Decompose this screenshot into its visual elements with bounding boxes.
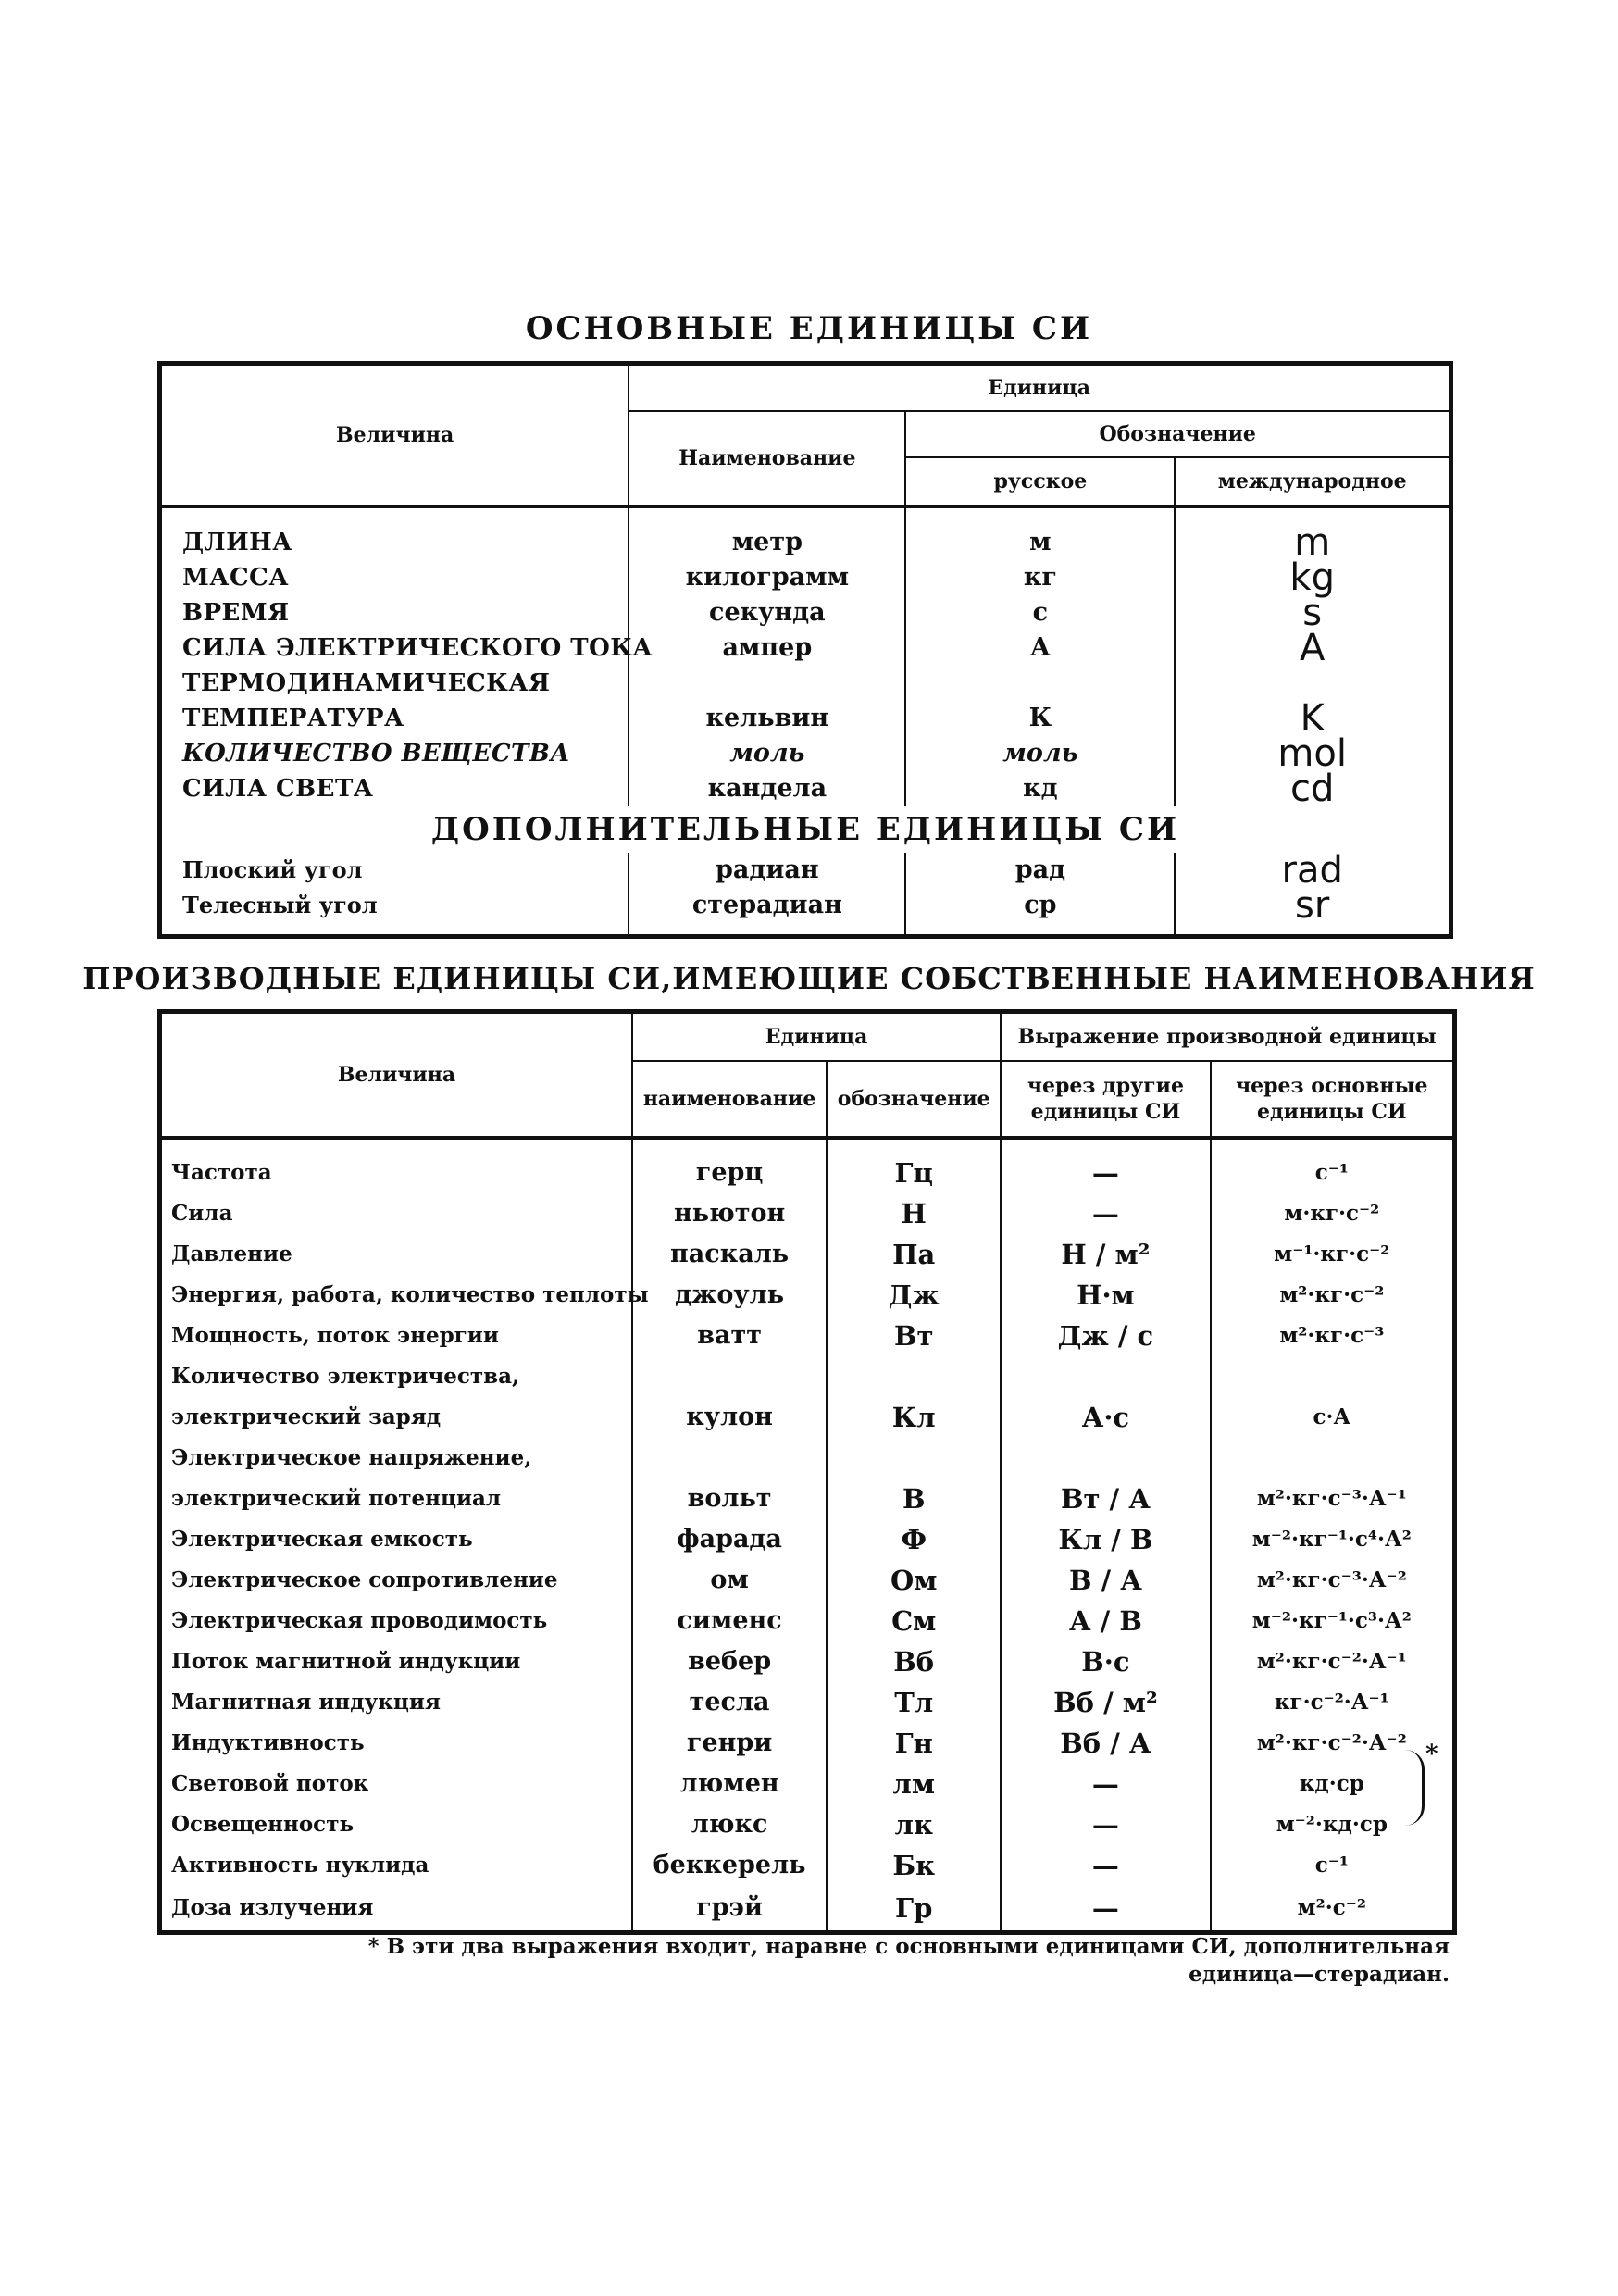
table-row (160, 736, 1451, 771)
table-row (160, 1601, 1455, 1641)
unit-name-cell: радиан (629, 853, 905, 888)
derived-units-title: ПРОИЗВОДНЫЕ ЕДИНИЦЫ СИ,ИМЕЮЩИЕ СОБСТВЕННЫЕ НАИМЕНОВАНИЯ (82, 961, 1536, 996)
unit-name-cell: стерадиан (629, 888, 905, 937)
via-base-cell: м²·кг·с⁻³·А⁻¹ (1211, 1479, 1455, 1519)
via-base-cell: кг·с⁻²·А⁻¹ (1211, 1682, 1455, 1723)
via-other-cell: — (1001, 1153, 1210, 1193)
international-symbol-cell: K (1175, 701, 1450, 736)
via-other-cell (1001, 1356, 1210, 1397)
international-symbol-cell: s (1175, 595, 1450, 630)
via-other-cell: В·с (1001, 1641, 1210, 1682)
via-other-cell: Н / м² (1001, 1234, 1210, 1275)
unit-name-cell (632, 1356, 827, 1397)
via-base-cell: с⁻¹ (1211, 1153, 1455, 1193)
table-row (160, 1193, 1455, 1234)
unit-symbol-cell: Дж (827, 1275, 1001, 1316)
quantity-cell: Частота (171, 1160, 272, 1185)
unit-symbol-cell (827, 1356, 1001, 1397)
via-base-cell: м²·кг·с⁻² (1211, 1275, 1455, 1316)
unit-name-cell: секунда (629, 595, 905, 630)
unit-name-cell: вольт (632, 1479, 827, 1519)
table-row (160, 771, 1451, 806)
via-other-cell: — (1001, 1845, 1210, 1886)
international-symbol-cell: sr (1175, 888, 1450, 937)
via-base-cell: м·кг·с⁻² (1211, 1193, 1455, 1234)
via-base-cell (1211, 1356, 1455, 1397)
via-base-cell: м²·кг·с⁻³·А⁻² (1211, 1560, 1455, 1601)
header-russian: русское (905, 457, 1175, 506)
table-row (160, 1438, 1455, 1479)
international-symbol-cell (1175, 666, 1450, 701)
quantity-cell: Световой поток (171, 1771, 369, 1796)
unit-name-cell: генри (632, 1723, 827, 1764)
via-base-cell: м⁻²·кг⁻¹·с⁴·А² (1211, 1519, 1455, 1560)
table-row (160, 701, 1451, 736)
quantity-cell: Электрическое сопротивление (171, 1567, 558, 1592)
table-row (160, 853, 1451, 888)
header-unit: Единица (629, 364, 1450, 412)
unit-name-cell: ватт (632, 1316, 827, 1356)
footnote: * В эти два выражения входит, наравне с основными единицами СИ, дополнительная единица—стерадиан. (367, 1934, 1450, 1987)
unit-name-cell: метр (629, 525, 905, 560)
unit-name-cell: кельвин (629, 701, 905, 736)
via-other-cell: — (1001, 1886, 1210, 1933)
via-other-cell: Вт / А (1001, 1479, 1210, 1519)
table-row (160, 1560, 1455, 1601)
quantity-cell: СИЛА ЭЛЕКТРИЧЕСКОГО ТОКА (182, 634, 653, 662)
unit-name-cell: сименс (632, 1601, 827, 1641)
quantity-cell: Количество электричества, (171, 1364, 520, 1389)
unit-name-cell: люмен (632, 1764, 827, 1804)
unit-symbol-cell: Ом (827, 1560, 1001, 1601)
unit-name-cell: ньютон (632, 1193, 827, 1234)
quantity-cell: СИЛА СВЕТА (182, 775, 374, 803)
via-base-cell: м⁻²·кг⁻¹·с³·А² (1211, 1601, 1455, 1641)
russian-symbol-cell: м (905, 525, 1175, 560)
unit-symbol-cell: Бк (827, 1845, 1001, 1886)
russian-symbol-cell: ср (905, 888, 1175, 937)
table-row (160, 1723, 1455, 1764)
russian-symbol-cell: кд (905, 771, 1175, 806)
quantity-cell: ТЕРМОДИНАМИЧЕСКАЯ (182, 669, 551, 697)
unit-symbol-cell: В (827, 1479, 1001, 1519)
table-row (160, 1764, 1455, 1804)
unit-name-cell: тесла (632, 1682, 827, 1723)
quantity-cell: Активность нуклида (171, 1853, 429, 1878)
base-units-title: ОСНОВНЫЕ ЕДИНИЦЫ СИ (525, 310, 1093, 347)
unit-symbol-cell: Вт (827, 1316, 1001, 1356)
via-other-cell: А·с (1001, 1397, 1210, 1438)
quantity-cell: Магнитная индукция (171, 1690, 441, 1715)
header-international: международное (1175, 457, 1450, 506)
unit-name-cell: килограмм (629, 560, 905, 595)
quantity-cell: Мощность, поток энергии (171, 1323, 499, 1348)
unit-symbol-cell: Н (827, 1193, 1001, 1234)
via-other-cell (1001, 1438, 1210, 1479)
via-base-cell: м²·кг·с⁻²·А⁻¹ (1211, 1641, 1455, 1682)
table-row (160, 1397, 1455, 1438)
quantity-cell: ТЕМПЕРАТУРА (182, 705, 404, 732)
via-other-cell: — (1001, 1804, 1210, 1845)
unit-name-cell: ом (632, 1560, 827, 1601)
unit-symbol-cell: Гц (827, 1153, 1001, 1193)
unit-name-cell (629, 666, 905, 701)
derived-units-table (157, 1009, 1457, 1935)
table-row (160, 1641, 1455, 1682)
unit-name-cell: фарада (632, 1519, 827, 1560)
header-name: наименование (632, 1061, 827, 1138)
unit-name-cell: люкс (632, 1804, 827, 1845)
international-symbol-cell: mol (1175, 736, 1450, 771)
russian-symbol-cell: К (905, 701, 1175, 736)
unit-symbol-cell: Кл (827, 1397, 1001, 1438)
via-base-cell: с·А (1211, 1397, 1455, 1438)
header-expression: Выражение производной единицы (1001, 1012, 1454, 1062)
unit-name-cell: джоуль (632, 1275, 827, 1316)
via-other-cell: Дж / с (1001, 1316, 1210, 1356)
table-row (160, 1845, 1455, 1886)
unit-symbol-cell: Тл (827, 1682, 1001, 1723)
derived-units-body (160, 1153, 1455, 1933)
russian-symbol-cell: рад (905, 853, 1175, 888)
table-row (160, 1682, 1455, 1723)
quantity-cell: Поток магнитной индукции (171, 1649, 521, 1674)
via-other-cell: А / В (1001, 1601, 1210, 1641)
via-base-cell: м²·с⁻² (1211, 1886, 1455, 1933)
quantity-cell: Энергия, работа, количество теплоты (171, 1282, 649, 1307)
via-other-cell: Кл / В (1001, 1519, 1210, 1560)
unit-name-cell: кулон (632, 1397, 827, 1438)
unit-symbol-cell: лм (827, 1764, 1001, 1804)
header-name: Наименование (629, 411, 905, 506)
via-other-cell: — (1001, 1193, 1210, 1234)
quantity-cell: Электрическая емкость (171, 1527, 473, 1552)
russian-symbol-cell: с (905, 595, 1175, 630)
quantity-cell: Плоский угол (182, 856, 363, 883)
table-row (160, 1804, 1455, 1845)
quantity-cell: Индуктивность (171, 1730, 365, 1755)
unit-name-cell: паскаль (632, 1234, 827, 1275)
unit-symbol-cell: См (827, 1601, 1001, 1641)
via-base-cell: с⁻¹ (1211, 1845, 1455, 1886)
header-unit: Единица (632, 1012, 1001, 1062)
table-row (160, 1153, 1455, 1193)
international-symbol-cell: A (1175, 630, 1450, 666)
table-row (160, 1275, 1455, 1316)
quantity-cell: Сила (171, 1201, 233, 1226)
header-quantity: Величина (160, 1012, 632, 1139)
table-row (160, 1234, 1455, 1275)
russian-symbol-cell: моль (905, 736, 1175, 771)
quantity-cell: Доза излучения (171, 1895, 374, 1920)
supplementary-title-row (160, 806, 1451, 853)
via-other-cell: Вб / А (1001, 1723, 1210, 1764)
unit-symbol-cell: лк (827, 1804, 1001, 1845)
via-base-cell: кд·ср (1211, 1764, 1455, 1804)
via-base-cell: м²·кг·с⁻²·А⁻² (1211, 1723, 1455, 1764)
international-symbol-cell: cd (1175, 771, 1450, 806)
quantity-cell: ВРЕМЯ (182, 599, 290, 627)
table-row (160, 1519, 1455, 1560)
unit-name-cell: ампер (629, 630, 905, 666)
via-base-cell: м⁻²·кд·ср (1211, 1804, 1455, 1845)
table-row (160, 1316, 1455, 1356)
unit-name-cell: вебер (632, 1641, 827, 1682)
unit-symbol-cell: Вб (827, 1641, 1001, 1682)
via-base-cell: м²·кг·с⁻³ (1211, 1316, 1455, 1356)
russian-symbol-cell: кг (905, 560, 1175, 595)
quantity-cell: электрический заряд (171, 1404, 442, 1429)
table-row (160, 888, 1451, 937)
international-symbol-cell: rad (1175, 853, 1450, 888)
quantity-cell: электрический потенциал (171, 1486, 502, 1511)
header-via-other: через другие единицы СИ (1001, 1061, 1210, 1138)
via-base-cell: м⁻¹·кг·с⁻² (1211, 1234, 1455, 1275)
unit-name-cell: грэй (632, 1886, 827, 1933)
via-other-cell: Н·м (1001, 1275, 1210, 1316)
quantity-cell: Давление (171, 1242, 292, 1267)
via-base-cell (1211, 1438, 1455, 1479)
quantity-cell: МАССА (182, 564, 290, 592)
via-other-cell: В / А (1001, 1560, 1210, 1601)
quantity-cell: КОЛИЧЕСТВО ВЕЩЕСТВА (182, 740, 571, 767)
via-other-cell: — (1001, 1764, 1210, 1804)
russian-symbol-cell (905, 666, 1175, 701)
table-row (160, 560, 1451, 595)
unit-name-cell: кандела (629, 771, 905, 806)
table-row (160, 630, 1451, 666)
table-row (160, 525, 1451, 560)
international-symbol-cell: m (1175, 525, 1450, 560)
base-units-table (157, 361, 1453, 939)
table-row (160, 1479, 1455, 1519)
unit-name-cell: герц (632, 1153, 827, 1193)
quantity-cell: Электрическая проводимость (171, 1608, 548, 1633)
quantity-cell: Электрическое напряжение, (171, 1445, 532, 1470)
table-row (160, 595, 1451, 630)
brace-asterisk: * (1425, 1741, 1438, 1768)
russian-symbol-cell: А (905, 630, 1175, 666)
header-quantity: Величина (160, 364, 629, 507)
brace-bracket (1405, 1750, 1425, 1826)
unit-name-cell (632, 1438, 827, 1479)
international-symbol-cell: kg (1175, 560, 1450, 595)
unit-name-cell: беккерель (632, 1845, 827, 1886)
table-row (160, 1356, 1455, 1397)
quantity-cell: Телесный угол (182, 892, 378, 918)
header-designation: обозначение (827, 1061, 1001, 1138)
unit-name-cell: моль (629, 736, 905, 771)
supplementary-units-title: ДОПОЛНИТЕЛЬНЫЕ ЕДИНИЦЫ СИ (430, 811, 1180, 848)
unit-symbol-cell (827, 1438, 1001, 1479)
unit-symbol-cell: Па (827, 1234, 1001, 1275)
via-other-cell: Вб / м² (1001, 1682, 1210, 1723)
quantity-cell: ДЛИНА (182, 529, 292, 556)
unit-symbol-cell: Гр (827, 1886, 1001, 1933)
unit-symbol-cell: Гн (827, 1723, 1001, 1764)
base-units-body (160, 521, 1451, 937)
header-via-base: через основные единицы СИ (1211, 1061, 1455, 1138)
header-designation: Обозначение (905, 411, 1450, 457)
table-row (160, 1886, 1455, 1933)
table-row (160, 666, 1451, 701)
unit-symbol-cell: Ф (827, 1519, 1001, 1560)
quantity-cell: Освещенность (171, 1812, 355, 1837)
